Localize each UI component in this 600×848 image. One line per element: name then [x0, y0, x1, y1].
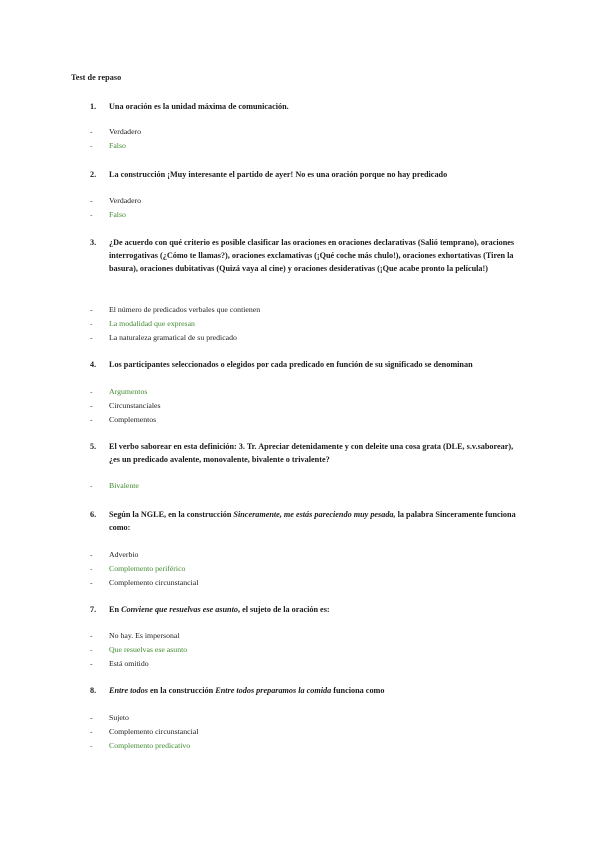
answer-label: Sujeto: [109, 713, 129, 722]
answer-option-correct: [0, 643, 600, 657]
answer-option: [0, 125, 600, 139]
question-text: El verbo saborear en esta definición: 3. Tr. Apreciar detenidamente y con deleite una cosa grata (DLE, s.v.saborear), ¿es un predicado avalente, monovalente, bivalente o trivalente?: [109, 442, 514, 465]
answer-option-correct: [0, 562, 600, 576]
answer-label: Complemento predicativo: [109, 740, 191, 750]
bullet-dash: -: [90, 318, 93, 328]
bullet-dash: -: [90, 631, 93, 640]
bullet-dash: -: [90, 658, 93, 668]
bullet-dash: -: [90, 127, 93, 136]
answer-option: [0, 399, 600, 413]
question-text: Entre todos en la construcción Entre todos preparamos la comida funciona como: [109, 686, 385, 695]
page-title: Test de repaso: [71, 73, 122, 82]
bullet-dash: -: [90, 563, 93, 573]
answer-option: [0, 576, 600, 590]
answer-list: [0, 194, 600, 222]
example-sentence: Entre todos preparamos la comida: [215, 686, 332, 695]
answer-list: [0, 385, 600, 426]
question-number: 5.: [90, 442, 97, 451]
answer-option: [0, 711, 600, 725]
answer-label: El número de predicados verbales que contienen: [109, 305, 261, 314]
answer-label: Complemento circunstancial: [109, 577, 199, 587]
question-number: 8.: [90, 686, 97, 695]
question-text: En Conviene que resuelvas ese asunto, el sujeto de la oración es:: [109, 605, 330, 614]
answer-label: La naturaleza gramatical de su predicado: [109, 332, 237, 342]
answer-label: Bivalente: [109, 481, 139, 490]
bullet-dash: -: [90, 387, 93, 396]
bullet-dash: -: [90, 305, 93, 314]
answer-option-correct: [0, 479, 600, 493]
bullet-dash: -: [90, 400, 93, 410]
example-phrase: Entre todos: [109, 686, 148, 695]
bullet-dash: -: [90, 644, 93, 654]
example-sentence: Conviene que resuelvas ese asunto: [121, 605, 238, 614]
answer-label: Que resuelvas ese asunto: [109, 644, 188, 654]
answer-label: Complemento circunstancial: [109, 726, 199, 736]
question-text: Los participantes seleccionados o elegidos por cada predicado en función de su significado se denominan: [109, 360, 473, 369]
answer-option: [0, 303, 600, 317]
bullet-dash: -: [90, 726, 93, 736]
answer-option: [0, 725, 600, 739]
answer-option: [0, 413, 600, 427]
answer-list: [0, 629, 600, 670]
answer-label: Falso: [109, 209, 126, 219]
answer-label: Adverbio: [109, 550, 139, 559]
answer-option: [0, 629, 600, 643]
bullet-dash: -: [90, 414, 93, 424]
answer-label: Complementos: [109, 414, 157, 424]
answer-option: [0, 194, 600, 208]
answer-label: Verdadero: [109, 196, 142, 205]
answer-list: [0, 479, 600, 493]
answer-label: Verdadero: [109, 127, 142, 136]
bullet-dash: -: [90, 481, 93, 490]
answer-option-correct: [0, 385, 600, 399]
question-number: 1.: [90, 102, 97, 111]
answer-list: [0, 711, 600, 752]
answer-option: [0, 657, 600, 671]
question-text: Una oración es la unidad máxima de comunicación.: [109, 102, 289, 111]
answer-option: [0, 331, 600, 345]
answer-option: [0, 548, 600, 562]
answer-list: [0, 125, 600, 153]
answer-label: La modalidad que expresan: [109, 318, 195, 328]
answer-label: Está omitido: [109, 658, 149, 668]
question-text: ¿De acuerdo con qué criterio es posible clasificar las oraciones en oraciones declarativas (Salió temprano), oraciones interrogativas (¿Cómo te llamas?), oraciones exclamativas (¡Qué coche más chulo!), oraciones exhortativas (Tiren la basura), oraciones dubitativas (Quizá vaya al cine) y oraciones desiderativas (¡Que acabe pronto la película!): [109, 238, 515, 274]
bullet-dash: -: [90, 740, 93, 750]
bullet-dash: -: [90, 577, 93, 587]
answer-option-correct: [0, 139, 600, 153]
question-text: Según la NGLE, en la construcción Sinceramente, me estás pareciendo muy pesada, la palabra Sinceramente funciona como:: [109, 510, 516, 533]
bullet-dash: -: [90, 140, 93, 150]
answer-option-correct: [0, 739, 600, 753]
answer-list: [0, 548, 600, 589]
question-number: 3.: [90, 238, 97, 247]
question-number: 4.: [90, 360, 97, 369]
question-number: 2.: [90, 170, 97, 179]
bullet-dash: -: [90, 196, 93, 205]
answer-label: Argumentos: [109, 387, 148, 396]
answer-label: Circunstanciales: [109, 400, 161, 410]
bullet-dash: -: [90, 332, 93, 342]
answer-option-correct: [0, 208, 600, 222]
bullet-dash: -: [90, 713, 93, 722]
answer-label: Falso: [109, 140, 126, 150]
answer-list: [0, 303, 600, 344]
answer-label: No hay. Es impersonal: [109, 631, 180, 640]
question-number: 7.: [90, 605, 97, 614]
question-text: La construcción ¡Muy interesante el partido de ayer! No es una oración porque no hay predicado: [109, 170, 448, 179]
answer-label: Complemento periférico: [109, 563, 186, 573]
bullet-dash: -: [90, 550, 93, 559]
example-sentence: Sinceramente, me estás pareciendo muy pesada,: [233, 510, 396, 519]
question-number: 6.: [90, 510, 97, 519]
bullet-dash: -: [90, 209, 93, 219]
answer-option-correct: [0, 317, 600, 331]
